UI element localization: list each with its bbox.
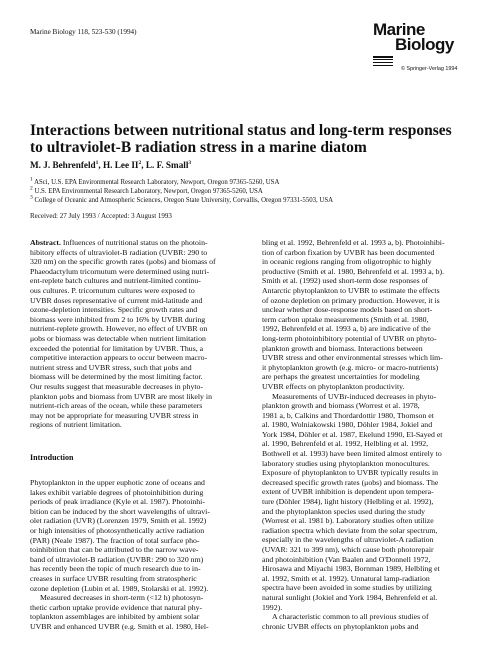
text-line: nutrient stress and UVBR stress, such that μobs and [30,362,192,372]
text-line: al. 1990, Behrenfeld et al. 1992, Helbling et al. 1992, [262,439,429,449]
text-line: laboratory studies using phytoplankton monocultures. [262,458,430,468]
title-line: to ultraviolet-B radiation stress in a marine diatom [30,139,367,156]
text-line: toplankton assemblages are inhibited by ambient solar [30,612,200,622]
text-line: unclear whether dose-response models based on short- [262,305,433,315]
text-line: Bothwell et al. 1993) have been limited almost entirely to [262,449,442,459]
text-line: Measured decreases in short-term (<12 h) photosyn- [40,593,204,603]
text-line: ture (Döhler 1984), light history (Helbling et al. 1992), [262,497,434,507]
text-line: ent-replete batch cultures and nutrient-limited continu- [30,276,201,286]
text-line: Phaeodactylum tricornutum were determined using nutri- [30,266,210,276]
text-line: ozone-depletion intensities. Specific growth rates and [30,305,198,315]
text-line: μobs or biomass was detectable when nutrient limitation [30,333,206,343]
text-line: Abstract. Influences of nutritional status on the photoin- [30,238,208,247]
author-name: L. F. Small [145,160,189,170]
text-line: especially in the wavelengths of ultraviolet-A radiation [262,535,434,545]
text-line: Measurements of UVBr-induced decreases in phyto- [272,391,437,401]
affiliation: $^3$ College of Oceanic and Atmospheric Sciences, Oregon State University, Corvallis, Oregon 97331-5503, USA [30,195,334,205]
received-dates: Received: 27 July 1993 / Accepted: 3 August 1993 [30,212,172,220]
text-line: York 1984, Döhler et al. 1987, Ekelund 1990, El-Sayed et [262,429,443,439]
text-line: Antarctic phytoplankton to UVBR to estimate the effects [262,285,440,295]
text-line: of ozone depletion on primary production. However, it is [262,295,440,305]
author-mark: 1 [95,159,99,166]
text-line: or high intensities of photosynthetically active radiation [30,525,205,535]
body-right-column [262,238,486,631]
text-line: radiation spectra which deviate from the solar spectrum, [262,525,438,535]
text-line: and photoinhibition (Van Baalen and O'Donnell 1972, [262,554,431,564]
text-line: UVBR and enhanced UVBR (e.g. Smith et al. 1980, Hel- [30,621,209,631]
author-list: M. J. Behrenfeld$^1$, H. Lee $II^2$, L. F. Small$^3$ [30,159,192,170]
journal-copyright: © Springer-Verlag 1994 [401,66,458,72]
text-line: al. 1980, Wolniakowski 1980, Döhler 1984, Jokiel and [262,420,433,430]
text-line: bition can be induced by the short wavelengths of ultravi- [30,506,210,516]
text-line: decreased specific growth rates (μobs) and biomass. The [262,477,439,487]
text-line: 1992, Behrenfeld et al. 1993 a, b) are indicative of the [262,324,431,334]
abstract-label: Abstract. [30,238,63,247]
affiliation: $^2$ U.S. EPA Environmental Research Laboratory, Newport, Oregon 97365-5260, USA [30,185,263,196]
text-line: and the phytoplankton species used during the study [262,506,426,516]
text-line: (UVAR: 321 to 399 nm), which cause both photorepair [262,545,434,554]
title-line: Interactions between nutritional status and long-term responses [30,122,452,139]
text-line: UVBR doses representative of current mid-latitude and [30,295,203,305]
text-line: tion of carbon fixation by UVBR has been documented [262,247,435,257]
text-line: thetic carbon uptake provide evidence that natural phy- [30,602,203,612]
text-line: in oceanic regions ranging from oligotrophic to highly [262,257,432,267]
text-line: competitive interaction appears to occur between macro- [30,353,208,363]
text-line: biomass were inhibited from 2 to 16% by UVBR during [30,314,206,324]
author-name: H. Lee II [103,160,139,170]
text-line: plankton μobs and biomass from UVBR are most likely in [30,391,212,401]
text-line: term carbon uptake measurements (Smith et al. 1980, [262,314,429,324]
text-line: Hirosawa and Miyachi 1983, Bornman 1989, Helbling et [262,564,440,574]
text-line: plankton growth and biomass (Worrest et al. 1978, [262,401,420,411]
text-line: nutrient-rich areas of the ocean, while these parameters [30,401,203,411]
text-line: lakes exhibit variable degrees of photoinhibition during [30,487,204,497]
author-mark: 3 [188,159,192,166]
text-line: toinhibition that can be attributed to the narrow wave- [30,545,199,555]
text-line: nutrient-replete growth. However, no effect of UVBR on [30,324,208,334]
text-line: al. 1992, Smith et al. 1992). Unnatural lamp-radiation [262,573,430,583]
text-line: hibitory effects of ultraviolet-B radiation (UVBR: 290 to [30,247,208,257]
text-line: natural sunlight (Jokiel and York 1984, Behrenfeld et al. [262,592,438,602]
text-line: olet radiation (UVR) (Lorenzen 1979, Smith et al. 1992) [30,516,207,526]
text-line: chronic UVBR effects on phytoplankton μobs and [262,621,419,631]
text-line: bling et al. 1992, Behrenfeld et al. 1993 a, b). Photoinhibi- [262,238,445,247]
text-line: Our results suggest that measurable decreases in phyto- [30,381,203,391]
text-line: band of ultraviolet-B radiation (UVBR: 290 to 320 nm) [30,554,204,564]
author-mark: 2 [138,159,142,166]
affiliations [30,178,333,206]
text-line: Exposure of phytoplankton to UVBR typically results in [262,468,439,478]
text-line: ozone depletion (Lubin et al. 1989, Stolarski et al. 1992). [30,583,209,593]
text-line: are perhaps the greatest uncertainties for modeling [262,372,420,382]
text-line: has recently been the topic of much research due to in- [30,564,201,574]
text-line: UVBR effects on phytoplankton productivity. [262,381,405,391]
journal-logo [373,20,465,72]
text-line: ous cultures. P. tricornutum cultures were exposed to [30,285,195,295]
text-line: Phytoplankton in the upper euphotic zone of oceans and [30,478,205,487]
text-line: exceeded the potential for limitation by UVBR. Thus, a [30,343,204,353]
journal-citation: Marine Biology 118, 523-530 (1994) [30,28,137,36]
article-title [30,122,470,156]
author-name: M. J. Behrenfeld [30,160,96,170]
text-line: 1981 a, b, Calkins and Thordardottir 1980, Thomson et [262,410,434,420]
text-line: A characteristic common to all previous studies of [272,612,429,622]
text-line: may not be appropriate for measuring UVBR stress in [30,410,199,420]
intro-heading: Introduction [30,453,74,462]
text-line: regions of nutrient limitation. [30,420,122,430]
text-line: spectra have been avoided in some studies by utilizing [262,583,432,593]
journal-logo-top: Marine [373,20,425,39]
text-line: long-term photoinhibitory potential of UVBR on phyto- [262,333,437,343]
logo-bars [373,56,393,68]
text-line: (PAR) (Neale 1987). The fraction of total surface pho- [30,535,200,545]
text-line: plankton growth and biomass. Interactions between [262,343,423,353]
text-line: extent of UVBR inhibition is dependent upon tempera- [262,487,434,497]
abstract [30,238,252,430]
text-line: UVBR stress and other environmental stresses which lim- [262,353,443,363]
introduction-left [30,478,252,632]
text-line: periods of peak irradiance (Kyle et al. 1987). Photoinhi- [30,497,205,507]
text-line: Smith et al. (1992) used short-term dose responses of [262,276,429,286]
text-line: creases in surface UVBR resulting from stratospheric [30,573,197,583]
text-line: biomass will be determined by the most limiting factor. [30,372,203,382]
journal-logo-bottom: Biology [395,35,454,54]
text-line: 1992). [262,602,283,612]
affiliation: $^1$ ASci, U.S. EPA Environmental Research Laboratory, Newport, Oregon 97365-5260, USA [30,176,280,186]
text-line: 320 nm) on the specific growth rates (μobs) and biomass of [30,257,216,267]
text-line: (Worrest et al. 1981 b). Laboratory studies often utilize [262,516,434,526]
text-line: it phytoplankton growth (e.g. micro- or macro-nutrients) [262,362,439,372]
text-line: productive (Smith et al. 1980, Behrenfeld et al. 1993 a, b). [262,266,445,276]
